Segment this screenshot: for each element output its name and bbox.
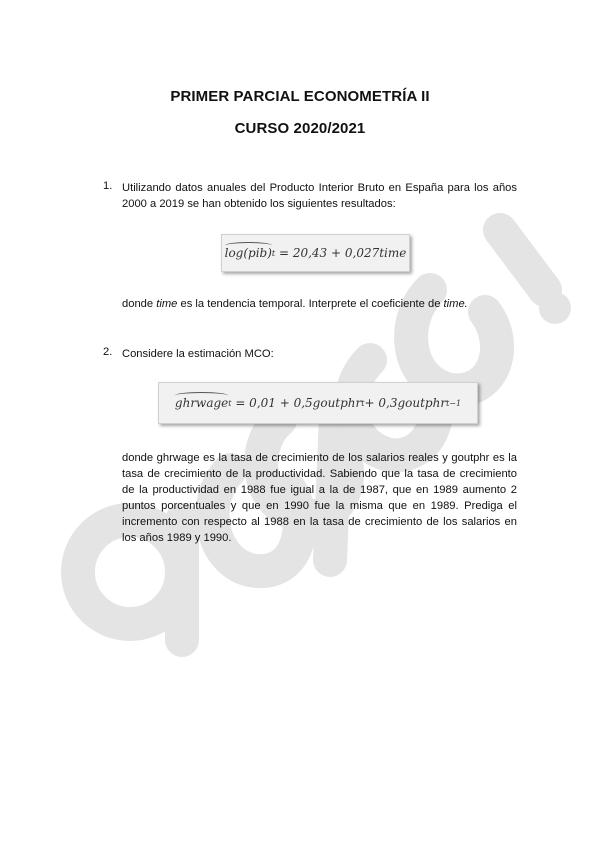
course-title: CURSO 2020/2021 — [234, 120, 366, 137]
question-2-text: Considere la estimación MCO: — [122, 348, 274, 360]
formula-1-lhs: log(pib) — [224, 246, 272, 260]
question-1-note — [122, 298, 468, 310]
formula-2-sub2: t−1 — [446, 398, 462, 408]
formula-2-sub1: t — [361, 398, 365, 408]
formula-2-lhs: ghrwage — [174, 396, 229, 410]
formula-1-lhs-sub: t — [271, 248, 276, 258]
note-prefix: donde — [122, 298, 157, 310]
note-var-time: time — [156, 298, 178, 310]
formula-2-rhs1: = 0,01 + 0,5goutphr — [235, 396, 362, 410]
question-2-body: donde ghrwage es la tasa de crecimiento de los salarios reales y goutphr es la tasa de crecimiento de la productividad. Sabiendo que la tasa de crecimiento de la productividad en 1988 fue igual a la de 1987, que en 1989 aumento 2 puntos porcentuales y que en 1990 fue la misma que en 1989. Prediga el incremento con respecto al 1988 en la tasa de crecimiento de los salarios en los años 1989 y 1990. — [122, 452, 517, 544]
note-var-time-2: time. — [443, 298, 468, 310]
question-1-number: 1. — [103, 180, 113, 192]
formula-2-lhs-sub: t — [228, 398, 232, 408]
exam-title: PRIMER PARCIAL ECONOMETRÍA II — [170, 88, 430, 105]
formula-1-rhs: = 20,43 + 0,027time — [278, 246, 407, 260]
question-2-number: 2. — [103, 346, 113, 358]
formula-2 — [158, 382, 478, 424]
question-1-text: Utilizando datos anuales del Producto Interior Bruto en España para los años 2000 a 2019 se han obtenido los siguientes resultados: — [122, 182, 517, 210]
formula-1 — [221, 234, 410, 272]
note-mid: es la tendencia temporal. Interprete el coeficiente de — [177, 298, 444, 310]
formula-2-rhs2: + 0,3goutphr — [364, 396, 447, 410]
